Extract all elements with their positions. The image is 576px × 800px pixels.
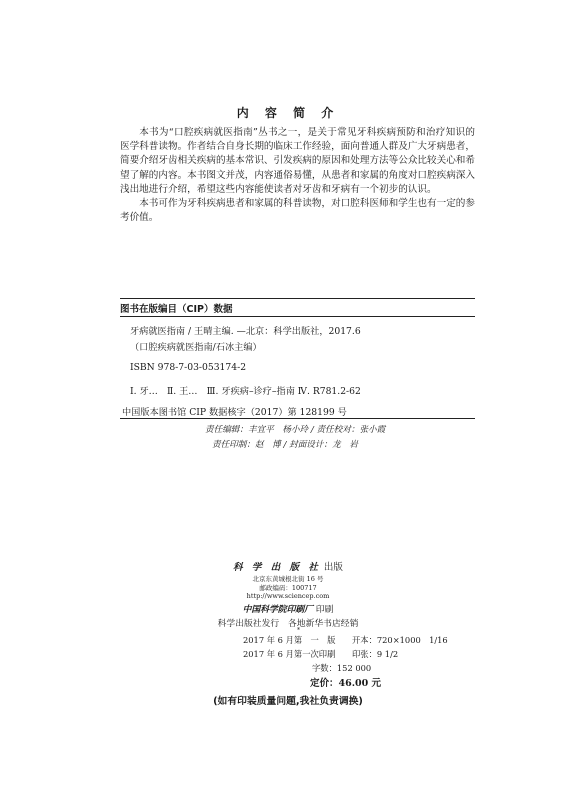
editors-line: 责任编辑：丰宜平 杨小玲 / 责任校对：张小霞 — [205, 425, 386, 435]
publisher-postcode: 邮政编码：100717 — [259, 584, 317, 592]
page-title: 内 容 简 介 — [236, 106, 340, 120]
cip-title-line: 牙病就医指南 / 王晴主编. —北京：科学出版社，2017.6 — [130, 326, 361, 337]
divider — [120, 316, 475, 317]
printing-info: 2017 年 6 月第一次印刷 印张：9 1/2 — [243, 649, 399, 659]
price: 定价：46.00 元 — [310, 678, 382, 689]
cip-isbn: ISBN 978-7-03-053174-2 — [130, 362, 247, 373]
publisher-logo: 科 学 出 版 社 — [233, 562, 321, 573]
summary-text — [120, 126, 475, 225]
summary-paragraph: 本书为“口腔疾病就医指南”丛书之一，是关于常见牙科疾病预防和治疗知识的医学科普读物。作者结合自身长期的临床工作经验，面向普通人群及广大牙病患者，简要介绍牙齿相关疾病的基本常识、引发疾病的原因和处理方法等公众比较关心和希望了解的内容。本书图文并茂，内容通俗易懂，从患者和家属的角度对口腔疾病深入浅出地进行介绍，希望这些内容能使读者对牙齿和牙病有一个初步的认识。 — [120, 127, 475, 195]
distribution-line: 科学出版社发行 各地新华书店经销 — [217, 619, 359, 629]
divider — [120, 298, 475, 299]
printer-logo: 中国科学院印刷厂 — [242, 605, 313, 615]
publisher-line — [0, 559, 576, 573]
publisher-address: 北京东黄城根北街 16 号 — [252, 575, 324, 583]
cip-series-line: （口腔疾病就医指南/石冰主编） — [130, 342, 262, 353]
printer-suffix: 印刷 — [315, 605, 334, 615]
cip-archive-number: 中国版本图书馆 CIP 数据核字（2017）第 128199 号 — [122, 407, 347, 418]
word-count: 字数：152 000 — [312, 663, 372, 673]
cip-classification: Ⅰ. 牙… Ⅱ. 王… Ⅲ. 牙疾病–诊疗–指南 Ⅳ. R781.2-62 — [130, 386, 361, 397]
publisher-website: http://www.sciencep.com — [246, 592, 330, 600]
separator-mark: * — [297, 627, 300, 634]
divider — [120, 418, 475, 419]
edition-info: 2017 年 6 月第 一 版 开本：720×1000 1/16 — [243, 635, 448, 645]
quality-notice: (如有印装质量问题,我社负责调换) — [213, 696, 363, 707]
cip-heading: 图书在版编目（CIP）数据 — [120, 304, 233, 315]
summary-paragraph: 本书可作为牙科疾病患者和家属的科普读物，对口腔科医师和学生也有一定的参考价值。 — [120, 198, 475, 224]
production-line: 责任印制：赵 博 / 封面设计：龙 岩 — [212, 440, 358, 450]
publisher-suffix: 出版 — [323, 562, 343, 573]
printer-line — [0, 602, 576, 615]
